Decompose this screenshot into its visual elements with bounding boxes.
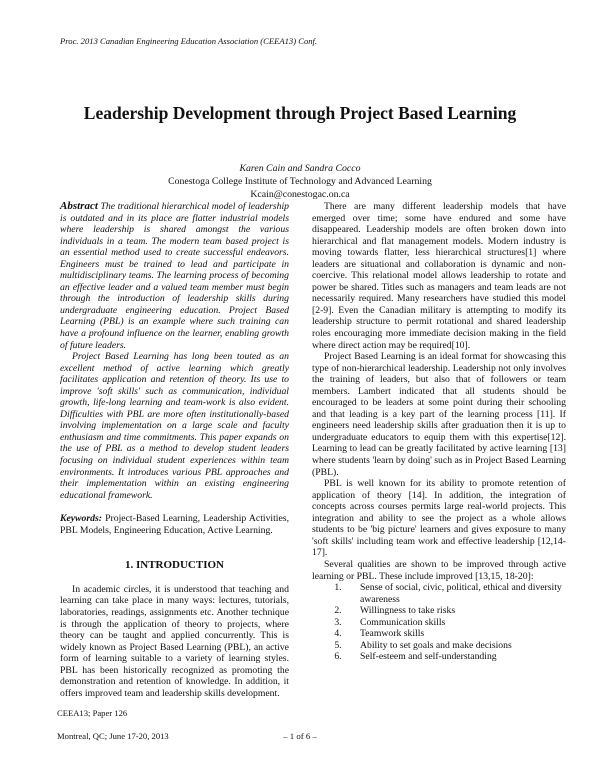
abstract-paragraph-2: Project Based Learning has long been touted as an excellent method of active learning which greatly facilitates application and retention of theory. Its use to improve 'soft skills' such as communication, individual growth, life-long learning and team-work is also evident. Difficulties with PBL are more often institutionally-based involving implementation on a large scale and faculty enthusiasm and time commitments. This paper expands on the use of PBL as a method to develop student leaders focusing on individual student experiences within team environments. It introduces various PBL approaches and their implementation within an existing engineering educational framework. <box>60 351 289 501</box>
list-item: 2. Willingness to take risks <box>344 605 566 617</box>
footer-location: Montreal, QC; June 17-20, 2013 <box>57 731 169 741</box>
list-item: 3. Communication skills <box>344 617 566 629</box>
body-paragraph: PBL is well known for its ability to promote retention of application of theory [14]. In addition, the integration of concepts across courses permits large real-world projects. This integration and ability to see the project as a whole allows students to be 'big picture' learners and gives exposure to many 'soft skills' including team work and effective leadership [12,14-17]. <box>312 478 566 559</box>
abstract-text: The traditional hierarchical model of leadership is outdated and in its place are flatter industrial models where leadership is shared amongst the various individuals in a team. The modern team based project is an essential method used to create successful endeavors. Engineers must be trained to lead and participate in multidisciplinary teams. The learning process of becoming an effective leader and a valued team member must begin through the introduction of leadership skills during undergraduate engineering education. Project Based Learning (PBL) is an example where such training can have a profound influence on the learner, enabling growth of future leaders. <box>60 201 289 351</box>
keywords <box>60 513 289 536</box>
author-block <box>0 162 600 201</box>
qualities-list <box>312 582 566 663</box>
right-column <box>312 201 566 663</box>
authors: Karen Cain and Sandra Cocco <box>239 163 361 174</box>
list-item: 5. Ability to set goals and make decisions <box>344 640 566 652</box>
abstract-paragraph-1 <box>60 201 289 351</box>
abstract-label: Abstract <box>60 200 98 212</box>
running-header: Proc. 2013 Canadian Engineering Education Association (CEEA13) Conf. <box>60 36 318 46</box>
affiliation: Conestoga College Institute of Technology and Advanced Learning <box>168 176 432 187</box>
body-paragraph: Several qualities are shown to be improved through active learning or PBL. These include improved [13,15, 18-20]: <box>312 558 566 582</box>
email: Kcain@conestogac.on.ca <box>250 189 350 200</box>
body-paragraph: Project Based Learning is an ideal format for showcasing this type of non-hierarchical leadership. Leadership not only involves the training of leaders, but also that of followers or team members. Lambert indicated that all students should be encouraged to be leaders at some point during their schooling and that leading is a key part of the learning process [11]. If engineers need leadership skills after graduation then it is up to undergraduate educators to equip them with this expertise[12]. Learning to lead can be greatly facilitated by active learning [13] where students 'learn by doing' such as in Project Based Learning (PBL). <box>312 351 566 478</box>
section-heading: 1. INTRODUCTION <box>124 559 224 572</box>
body-paragraph: There are many different leadership models that have emerged over time; some have endured and some have disappeared. Leadership models are often broken down into hierarchical and flat management models. Modern industry is moving towards flatter, less hierarchical structures[1] where leaders are situational and collaboration is dynamic and non-coercive. This relational model allows leadership to rotate and power be shared. Titles such as managers and team leads are not necessarily required. Many researchers have studied this model [2-9]. Even the Canadian military is attempting to modify its leadership structure to permit rotational and shared leadership roles encouraging more immediate decision making in the field where direct action may be required[10]. <box>312 201 566 351</box>
page-number: – 1 of 6 – <box>283 731 317 741</box>
paper-title: Leadership Development through Project Based Learning <box>83 103 517 123</box>
list-item: 4. Teamwork skills <box>344 628 566 640</box>
paper-number: CEEA13; Paper 126 <box>57 708 128 718</box>
left-column <box>60 201 289 699</box>
intro-paragraph: In academic circles, it is understood that teaching and learning can take place in many ways: lectures, tutorials, laboratories, readings, assignments etc. Another technique is through the application of theory to projects, where theory can be taught and applied concurrently. This is widely known as Project Based Learning (PBL), an active form of learning suitable to a variety of learning styles. PBL has been historically recognized as promoting the demonstration and retention of knowledge. In addition, it offers improved team and leadership skills development. <box>60 583 289 699</box>
list-item: 6. Self-esteem and self-understanding <box>344 651 566 663</box>
list-item: 1. Sense of social, civic, political, ethical and diversity awareness <box>344 582 566 605</box>
keywords-text: Project-Based Learning, Leadership Activities, PBL Models, Engineering Education, Active Learning. <box>60 513 289 536</box>
keywords-label: Keywords: <box>60 513 102 525</box>
